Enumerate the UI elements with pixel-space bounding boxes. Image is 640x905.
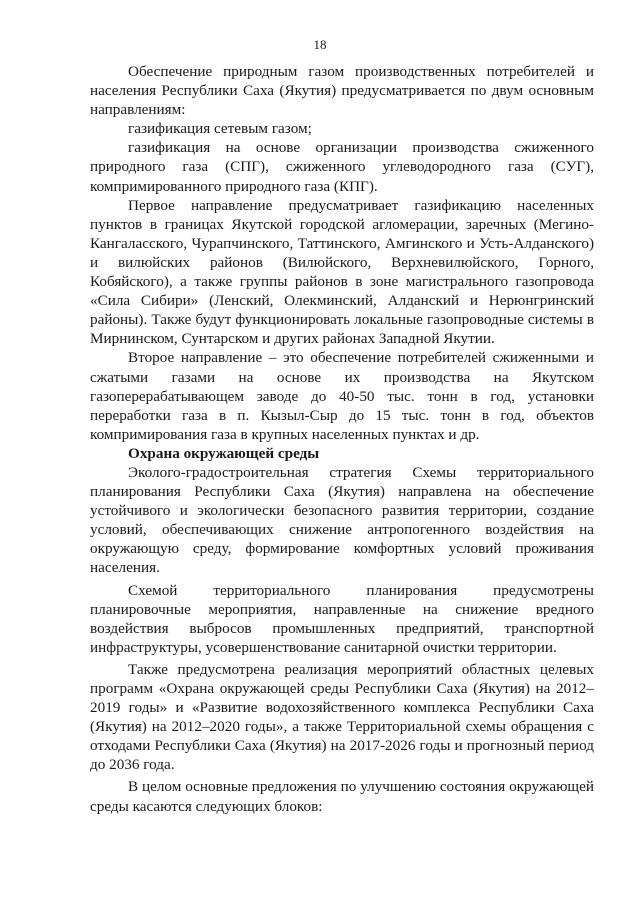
paragraph-second-direction: Второе направление – это обеспечение потребителей сжиженными и сжатыми газами на основе их производства на Якутском газоперерабатывающем заводе до 40-50 тыс. тонн в год, установки переработки газа в п. Кызыл-Сыр до 15 тыс. тонн в год, объектов компримирования газа в крупных населенных пунктах и др. (90, 349, 594, 443)
page-number: 18 (313, 37, 327, 52)
paragraph-gas-supply-intro: Обеспечение природным газом производственных потребителей и населения Республики Саха (Якутия) предусматривается по двум основным направлениям: (90, 63, 594, 119)
paragraph-eco-strategy: Эколого-градостроительная стратегия Схемы территориального планирования Республики Саха (Якутия) направлена на обеспечение устойчивого и экологически безопасного развития территории, создание условий, обеспечивающих снижение антропогенного воздействия на окружающую среду, формирование комфортных условий проживания населения. (90, 463, 594, 577)
section-heading-environment: Охрана окружающей среды (128, 444, 320, 462)
document-body (90, 62, 594, 816)
paragraph-network-gas: газификация сетевым газом; (128, 120, 312, 138)
paragraph-lng-gasification: газификация на основе организации производства сжиженного природного газа (СПГ), сжиженного углеводородного газа (СУГ), компримированного природного газа (КПГ). (90, 139, 594, 195)
paragraph-first-direction: Первое направление предусматривает газификацию населенных пунктов в границах Якутской городской агломерации, заречных (Мегино-Кангаласского, Чурапчинского, Таттинского, Амгинского и Усть-Алданского) и вилюйских районов (Вилюйского, Верхневилюйского, Горного, Кобяйского), а также группы районов в зоне магистрального газопровода «Сила Сибири» (Ленский, Олекминский, Алданский и Нерюнгринский районы). Также будут функционировать локальные газопроводные системы в Мирнинском, Сунтарском и других районах Западной Якутии. (90, 196, 594, 348)
paragraph-planning-measures: Схемой территориального планирования предусмотрены планировочные мероприятия, направленные на снижение вредного воздействия выбросов промышленных предприятий, транспортной инфраструктуры, усовершенствование санитарной очистки территории. (90, 581, 594, 656)
paragraph-target-programs: Также предусмотрена реализация мероприятий областных целевых программ «Охрана окружающей среды Республики Саха (Якутия) на 2012–2019 годы» и «Развитие водохозяйственного комплекса Республики Саха (Якутия) на 2012–2020 годы», а также Территориальной схемы обращения с отходами Республики Саха (Якутия) на 2017-2026 годы и прогнозный период до 2036 года. (90, 660, 594, 774)
paragraph-main-proposals: В целом основные предложения по улучшению состояния окружающей среды касаются следующих блоков: (90, 778, 594, 815)
